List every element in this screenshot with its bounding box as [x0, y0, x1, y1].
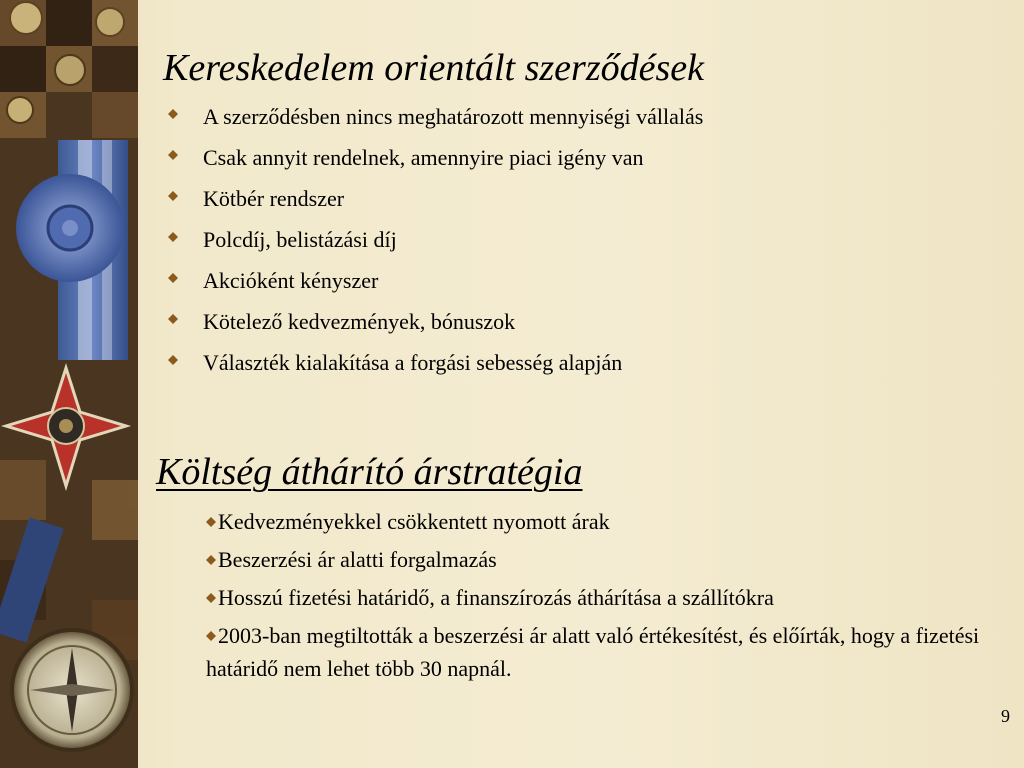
list-item-text: A szerződésben nincs meghatározott mennyiségi vállalás	[203, 104, 704, 129]
list-item	[206, 505, 996, 538]
list-item	[168, 103, 988, 144]
bullet-list-2	[206, 505, 996, 690]
diamond-bullet-icon	[206, 555, 216, 565]
list-item	[168, 144, 988, 185]
diamond-bullet-icon	[168, 232, 178, 242]
medal-compass-image	[0, 0, 138, 768]
list-item-text: Kedvezményekkel csökkentett nyomott árak	[218, 509, 610, 534]
bullet-list-1	[168, 103, 988, 390]
diamond-bullet-icon	[168, 355, 178, 365]
list-item-text: Polcdíj, belistázási díj	[203, 227, 397, 252]
list-item-text: Beszerzési ár alatti forgalmazás	[218, 547, 497, 572]
list-item	[168, 349, 988, 390]
section-title-1: Kereskedelem orientált szerződések	[163, 47, 704, 89]
list-item	[168, 226, 988, 267]
list-item	[168, 267, 988, 308]
diamond-bullet-icon	[168, 191, 178, 201]
list-item	[168, 185, 988, 226]
diamond-bullet-icon	[206, 593, 216, 603]
diamond-bullet-icon	[206, 517, 216, 527]
list-item	[206, 543, 996, 576]
list-item	[206, 581, 996, 614]
page-number: 9	[1001, 706, 1010, 726]
diamond-bullet-icon	[168, 314, 178, 324]
diamond-bullet-icon	[168, 150, 178, 160]
diamond-bullet-icon	[168, 273, 178, 283]
list-item-text: Kötbér rendszer	[203, 186, 345, 211]
list-item	[168, 308, 988, 349]
diamond-bullet-icon	[206, 631, 216, 641]
list-item	[206, 619, 996, 685]
diamond-bullet-icon	[168, 109, 178, 119]
section-title-2: Költség áthárító árstratégia	[156, 451, 583, 493]
list-item-text: 2003-ban megtiltották a beszerzési ár alatt való értékesítést, és előírták, hogy a fizetési határidő nem lehet több 30 napnál.	[206, 623, 980, 681]
list-item-text: Akcióként kényszer	[203, 268, 379, 293]
list-item-text: Választék kialakítása a forgási sebesség alapján	[203, 350, 623, 375]
list-item-text: Hosszú fizetési határidő, a finanszírozás áthárítása a szállítókra	[218, 585, 774, 610]
list-item-text: Kötelező kedvezmények, bónuszok	[203, 309, 516, 334]
list-item-text: Csak annyit rendelnek, amennyire piaci igény van	[203, 145, 644, 170]
